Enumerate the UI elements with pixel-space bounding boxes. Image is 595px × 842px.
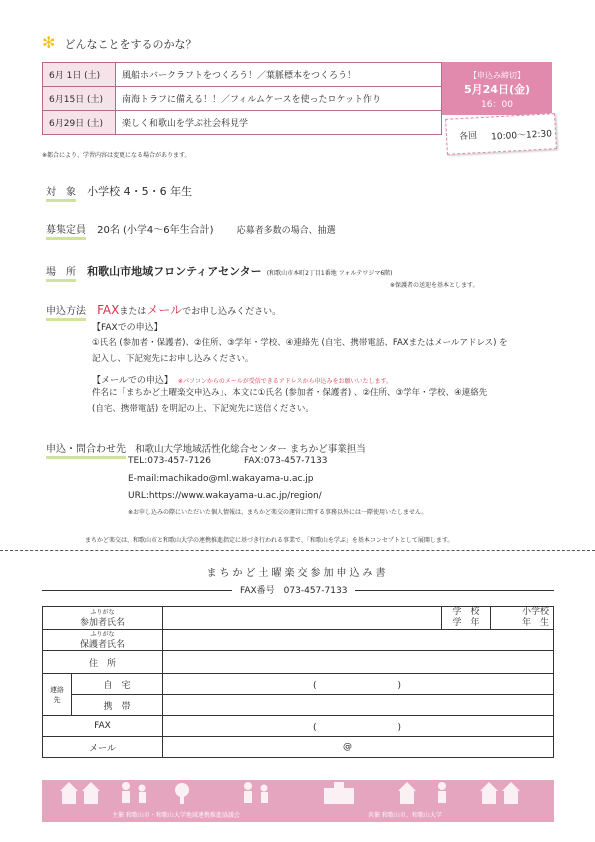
child-icon — [139, 785, 147, 804]
contact-email[interactable]: E-mail:machikado@ml.wakayama-u.ac.jp — [128, 474, 314, 484]
sponsor-right: 共催 和歌山市、和歌山大学 — [368, 812, 442, 819]
fax-label: FAX — [43, 716, 163, 737]
participant-label-cell — [43, 607, 163, 630]
mobile-input[interactable] — [162, 695, 553, 716]
grade-suffix: 年 生 — [521, 618, 549, 628]
apply-end: でお申し込みください。 — [182, 307, 282, 317]
deadline-label: 【申込み締切】 — [469, 71, 525, 80]
target-row — [46, 180, 192, 199]
footer-banner — [42, 780, 554, 822]
contact-label: 申込・問合わせ先 — [46, 444, 126, 459]
mail-note: ※パソコンからのメールが受信できるアドレスから申込みをお願いいたします。 — [177, 378, 393, 385]
schedule-row — [43, 87, 442, 111]
sponsor-left: 主催 和歌山市・和歌山大学地域連携推進協議会 — [112, 812, 240, 819]
mobile-label: 携 帯 — [72, 695, 163, 716]
mail-label: メール — [43, 737, 163, 758]
school-grade-input[interactable] — [490, 607, 553, 630]
venue-label: 場 所 — [46, 267, 76, 282]
form-title: まちかど土曜楽交参加申込み書 — [206, 568, 389, 579]
address-label: 住 所 — [43, 651, 163, 674]
time-card-value: 10:00〜12:30 — [490, 129, 553, 143]
schedule-event: 南海トラフに備える！！／フィルムケースを使ったロケット作り — [116, 87, 442, 111]
guardian-input[interactable] — [162, 630, 553, 651]
address-input[interactable] — [162, 651, 553, 674]
time-card — [445, 113, 557, 155]
guardian-label: 保護者氏名 — [79, 640, 125, 650]
flower-icon: ✻ — [42, 33, 56, 52]
venue-row — [46, 260, 393, 279]
schedule-note: ※都合により、学習内容は変更になる場合があります。 — [42, 152, 191, 159]
venue-note: ※保護者の送迎を基本とします。 — [390, 282, 479, 289]
home-input[interactable]: ( ) — [162, 674, 553, 695]
house-icon — [60, 782, 78, 804]
capacity-value: 20名 (小学4〜6年生合計) — [97, 225, 214, 236]
apply-row — [46, 299, 281, 318]
furigana-label: ふりがな — [90, 609, 115, 616]
house-icon — [398, 782, 416, 804]
house-icon — [502, 782, 520, 804]
capacity-label: 募集定員 — [46, 225, 86, 240]
capacity-note: 応募者多数の場合、抽選 — [236, 226, 336, 236]
fax-title: 【FAXでの申込】 — [92, 323, 163, 333]
home-label: 自 宅 — [72, 674, 163, 695]
schedule-date: 6月15日 (土) — [43, 87, 116, 111]
participant-input[interactable] — [162, 607, 441, 630]
footnote: まちかど楽交は、和歌山市と和歌山大学の連携推進指定に基づき行われる事業で、「和歌山を学ぶ」を基本コンセプトとして展開します。 — [85, 537, 454, 544]
apply-fax-word: FAX — [97, 303, 120, 317]
contact-url[interactable]: URL:https://www.wakayama-u.ac.jp/region/ — [128, 491, 322, 501]
guardian-label-cell — [43, 630, 163, 651]
mail-line1: 件名に「まちかど土曜楽交申込み」、本文に①氏名 (参加者・保護者) 、②住所、③学年・学校、④連絡先 — [92, 388, 488, 398]
capacity-row — [46, 218, 336, 237]
house-icon — [480, 782, 498, 804]
target-value: 小学校 4・5・6 年生 — [87, 185, 193, 198]
page-heading: どんなことをするのかな？ — [64, 38, 197, 51]
child-icon — [122, 782, 130, 803]
grade-label: 学 年 — [452, 618, 480, 628]
contact-fax: FAX:073-457-7133 — [244, 456, 328, 466]
fax-input[interactable]: ( ) — [162, 716, 553, 737]
participant-label: 参加者氏名 — [79, 618, 125, 628]
heading-row — [42, 33, 197, 52]
tree-icon — [175, 783, 189, 804]
fax-line2: 記入し、下記宛先にお申し込みください。 — [92, 354, 254, 364]
contact-label-cell: 連絡先 — [43, 674, 72, 716]
schedule-row — [43, 63, 442, 87]
privacy-note: ※お申し込みの際にいただいた個人情報は、まちかど楽交の運営に関する事務以外には一際使用いたしません。 — [128, 509, 428, 516]
house-icon — [82, 782, 100, 804]
apply-mail-word: メール — [146, 303, 183, 317]
deadline-time: 16：00 — [481, 100, 513, 110]
child-icon — [438, 782, 446, 803]
contact-tel: TEL:073-457-7126 — [128, 456, 211, 466]
schedule-table — [42, 62, 442, 135]
venue-name: 和歌山市地域フロンティアセンター — [87, 265, 262, 278]
school-suffix: 小学校 — [521, 607, 549, 617]
child-icon — [244, 782, 252, 803]
child-icon — [261, 785, 269, 804]
target-label: 対 象 — [46, 187, 76, 202]
apply-mid: または — [119, 307, 147, 317]
mail-line2: (自宅、携帯電話) を明記の上、下記宛先に送信ください。 — [92, 404, 314, 414]
time-card-label: 各回 — [458, 131, 478, 143]
deadline-box — [442, 62, 552, 115]
school-icon — [324, 782, 354, 804]
mail-title-row — [92, 368, 392, 387]
schedule-date: 6月 1日 (土) — [43, 63, 116, 87]
school-label: 学 校 — [452, 607, 480, 617]
apply-label: 申込方法 — [46, 306, 86, 321]
mail-title: 【メールでの申込】 — [92, 376, 173, 386]
schedule-event: 風船ホバークラフトをつくろう！／葉脈標本をつくろう！ — [116, 63, 442, 87]
application-form — [42, 606, 554, 758]
deadline-date: 5月24日(金) — [463, 83, 531, 96]
cut-line — [0, 550, 595, 551]
contact-row — [46, 437, 366, 456]
schedule-date: 6月29日 (土) — [43, 111, 116, 135]
mail-input[interactable]: @ — [162, 737, 553, 758]
fax-line1: ①氏名 (参加者・保護者)、②住所、③学年・学校、④連絡先 (自宅、携帯電話、FAXまたはメールアドレス) を — [92, 338, 508, 348]
contact-org: 和歌山大学地域活性化総合センター まちかど事業担当 — [135, 444, 366, 455]
furigana-label: ふりがな — [90, 631, 115, 638]
schedule-event: 楽しく和歌山を学ぶ社会科見学 — [116, 111, 442, 135]
schedule-row — [43, 111, 442, 135]
form-fax-number: FAX番号 073-457-7133 — [232, 583, 355, 596]
school-grade-label — [441, 607, 490, 630]
venue-address: (和歌山市本町2丁目1番地 フォルテワジマ6階) — [266, 270, 393, 277]
